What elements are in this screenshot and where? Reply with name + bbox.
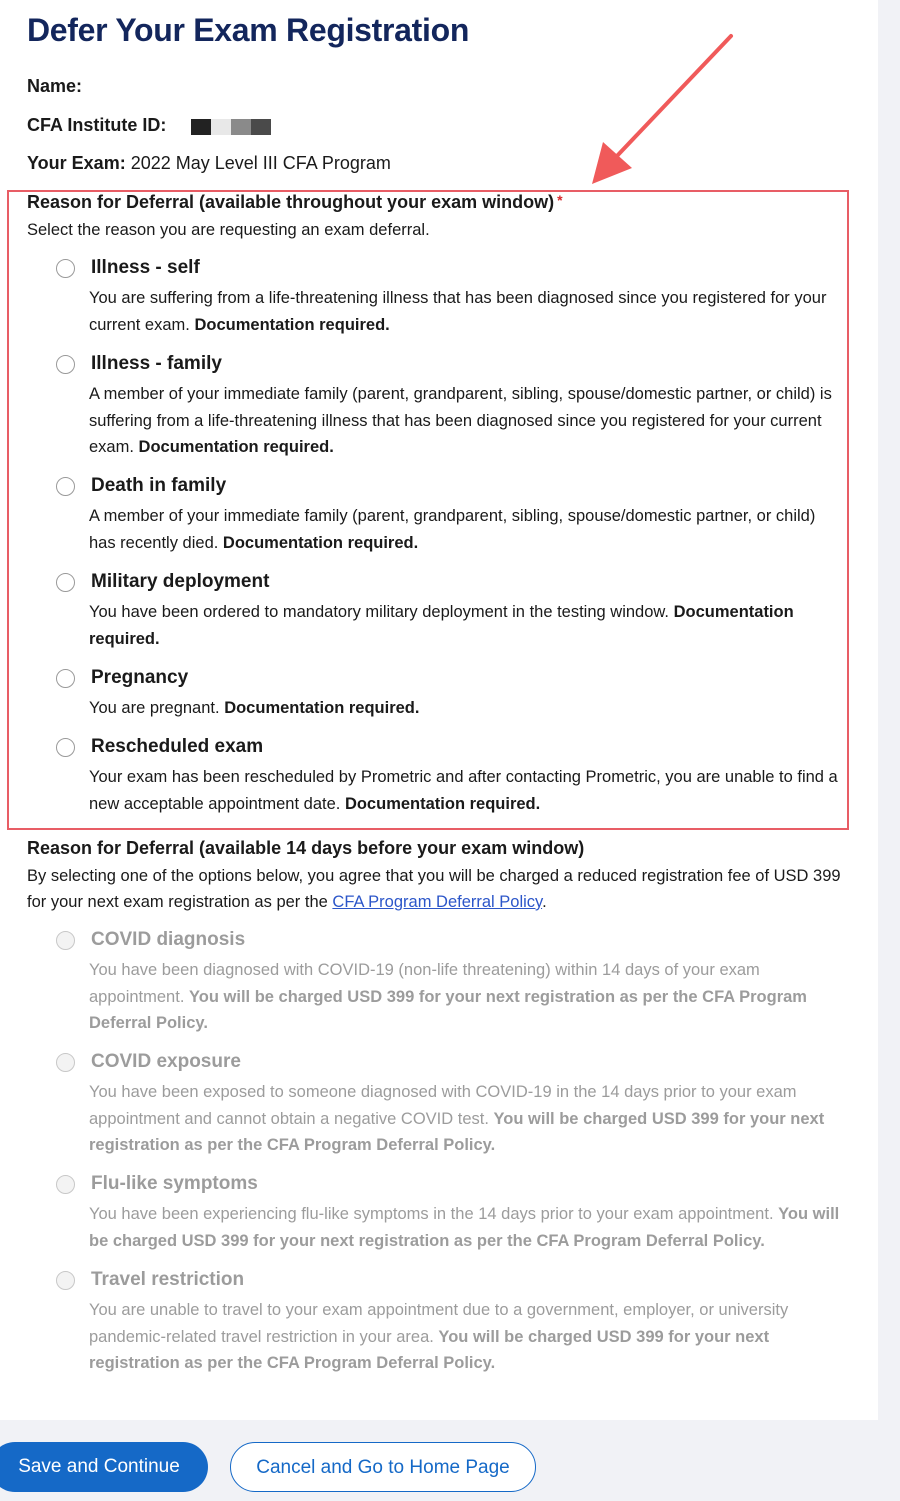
option-label: Rescheduled exam [91, 736, 264, 757]
option-label: Pregnancy [91, 667, 189, 688]
option-description: You are suffering from a life-threatening illness that has been diagnosed since you registered for your current exam. Documentation required. [89, 289, 827, 334]
option-label: Travel restriction [91, 1269, 245, 1290]
option-label: COVID diagnosis [91, 929, 246, 950]
option-description: Your exam has been rescheduled by Prometric and after contacting Prometric, you are unable to find a new acceptable appointment date. Documentation required. [89, 768, 838, 813]
institute-id-row [27, 115, 271, 137]
page-title: Defer Your Exam Registration [27, 12, 470, 48]
option-label: COVID exposure [91, 1051, 241, 1072]
section1-heading [27, 192, 563, 213]
section1-description: Select the reason you are requesting an exam deferral. [27, 221, 430, 239]
radio-illness-self[interactable] [56, 259, 75, 278]
radio-illness-family[interactable] [56, 355, 75, 374]
option-description: A member of your immediate family (parent, grandparent, sibling, spouse/domestic partner, or child) is suffering from a life-threatening illness that has been diagnosed since you registered for your current exam. Documentation required. [89, 385, 832, 456]
section1-heading-text: Reason for Deferral (available throughout your exam window) [27, 192, 555, 212]
section2-description: By selecting one of the options below, you agree that you will be charged a reduced registration fee of USD 399 for your next exam registration as per the CFA Program Deferral Policy. [27, 867, 841, 911]
radio-death-in-family[interactable] [56, 477, 75, 496]
section2-heading: Reason for Deferral (available 14 days before your exam window) [27, 838, 585, 858]
option-description: You are unable to travel to your exam appointment due to a government, employer, or university pandemic-related travel restriction in your area. You will be charged USD 399 for your next registration as per the CFA Program Deferral Policy. [89, 1301, 789, 1372]
cancel-home-button[interactable]: Cancel and Go to Home Page [230, 1442, 536, 1492]
exam-label: Your Exam: [27, 153, 126, 173]
option-label: Illness - family [91, 353, 222, 374]
right-gutter [878, 0, 900, 1420]
save-and-continue-button[interactable]: Save and Continue [0, 1442, 208, 1492]
name-label: Name: [27, 76, 83, 96]
option-label: Military deployment [91, 571, 270, 592]
name-row [27, 76, 82, 97]
radio-military-deployment[interactable] [56, 573, 75, 592]
option-label: Death in family [91, 475, 227, 496]
deferral-policy-link[interactable]: CFA Program Deferral Policy [332, 893, 543, 911]
exam-row [27, 153, 391, 174]
exam-value: 2022 May Level III CFA Program [130, 153, 391, 173]
radio-pregnancy[interactable] [56, 669, 75, 688]
institute-id-label: CFA Institute ID: [27, 115, 167, 135]
option-label: Illness - self [91, 257, 200, 278]
radio-rescheduled-exam[interactable] [56, 738, 75, 757]
radio-covid-exposure [56, 1053, 75, 1072]
radio-travel-restriction [56, 1271, 75, 1290]
radio-covid-diagnosis [56, 931, 75, 950]
option-label: Flu-like symptoms [91, 1173, 258, 1194]
option-description: You have been ordered to mandatory military deployment in the testing window. Documentation required. [89, 603, 794, 648]
radio-flu-like-symptoms [56, 1175, 75, 1194]
option-description: You have been exposed to someone diagnosed with COVID-19 in the 14 days prior to your exam appointment and cannot obtain a negative COVID test. You will be charged USD 399 for your next registration as per the CFA Program Deferral Policy. [89, 1083, 825, 1154]
option-description: A member of your immediate family (parent, grandparent, sibling, spouse/domestic partner, or child) has recently died. Documentation required. [89, 507, 816, 552]
required-marker: * [557, 192, 563, 208]
option-description: You have been diagnosed with COVID-19 (non-life threatening) within 14 days of your exam appointment. You will be charged USD 399 for your next registration as per the CFA Program Deferral Policy. [89, 961, 807, 1032]
option-description: You have been experiencing flu-like symptoms in the 14 days prior to your exam appointment. You will be charged USD 399 for your next registration as per the CFA Program Deferral Policy. [89, 1205, 840, 1250]
redacted-id [191, 116, 271, 137]
option-description: You are pregnant. Documentation required. [89, 699, 420, 717]
